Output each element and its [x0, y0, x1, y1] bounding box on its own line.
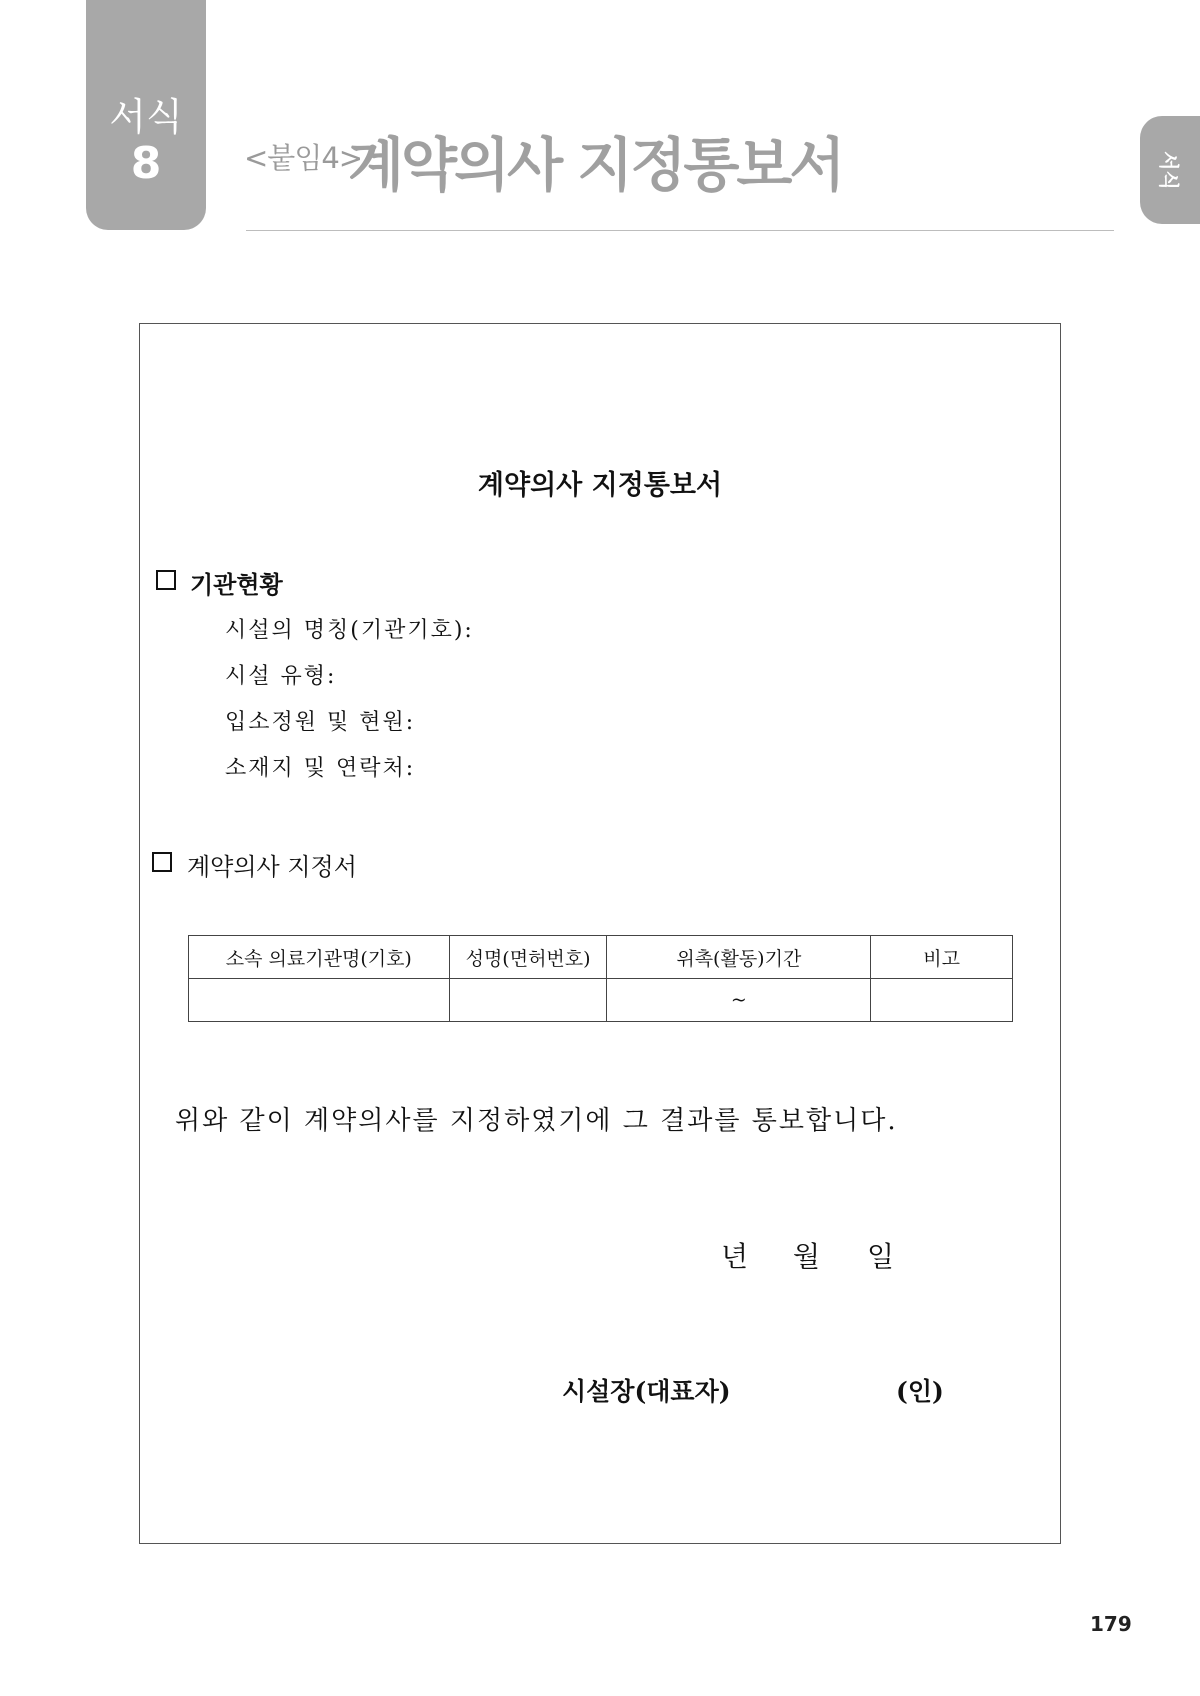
document-title: 계약의사 지정통보서: [477, 470, 723, 501]
section2-checkbox-icon: [152, 852, 172, 872]
table-header-cell: 위촉(활동)기간: [607, 936, 871, 979]
field-address-contact: 소재지 및 연락처:: [225, 756, 416, 781]
date-day: 일: [867, 1240, 895, 1273]
header-divider: [246, 230, 1114, 231]
section1-checkbox-icon: [156, 570, 176, 590]
table-header-row: [189, 936, 1013, 979]
notification-statement: 위와 같이 계약의사를 지정하였기에 그 결과를 통보합니다.: [175, 1106, 898, 1136]
table-cell: [189, 979, 450, 1022]
table-header-cell: 성명(면허번호): [449, 936, 607, 979]
table-cell: [871, 979, 1013, 1022]
field-facility-name: 시설의 명칭(기관기호):: [225, 618, 474, 643]
table-cell: ~: [607, 979, 871, 1022]
signer-label: 시설장(대표자): [562, 1377, 731, 1406]
section1-title: 기관현황: [190, 570, 283, 599]
document-frame: [139, 323, 1061, 1544]
table-row: [189, 979, 1013, 1022]
seal-label: (인): [896, 1377, 944, 1406]
field-facility-type: 시설 유형:: [225, 664, 337, 689]
table-cell: [449, 979, 607, 1022]
side-tab-label: 서식: [1156, 150, 1181, 190]
field-capacity: 입소정원 및 현원:: [225, 710, 416, 735]
form-label: 서식: [109, 95, 183, 139]
page-title: 계약의사 지정통보서: [348, 131, 843, 199]
form-number: 8: [130, 138, 162, 189]
date-year: 년: [721, 1240, 749, 1273]
attachment-label: <붙임4>: [244, 141, 363, 175]
doctor-table: [188, 935, 1013, 1022]
form-number-tab: [86, 0, 206, 230]
table-header-cell: 소속 의료기관명(기호): [189, 936, 450, 979]
section2-title: 계약의사 지정서: [187, 853, 357, 881]
table-header-cell: 비고: [871, 936, 1013, 979]
date-month: 월: [793, 1240, 821, 1273]
side-section-tab: [1140, 116, 1200, 224]
page-number: 179: [1090, 1612, 1132, 1636]
